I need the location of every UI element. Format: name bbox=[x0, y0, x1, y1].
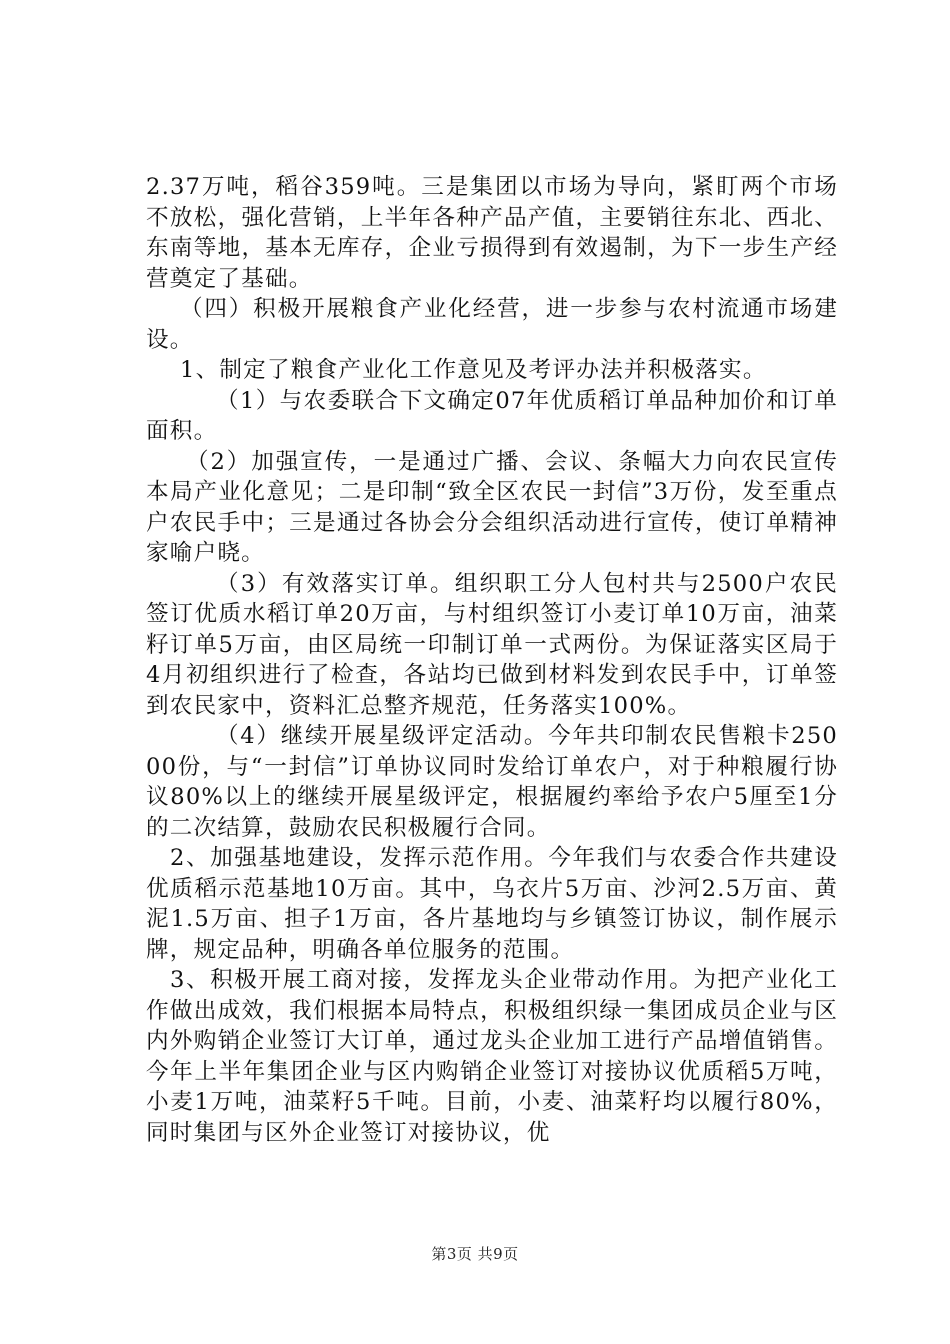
page-body bbox=[146, 172, 838, 1148]
paragraph-item-1: 1、制定了粮食产业化工作意见及考评办法并积极落实。 bbox=[180, 357, 767, 383]
paragraph-subitem-2: （2）加强宣传，一是通过广播、会议、条幅大力向农民宣传本局产业化意见；二是印制“致全区农民一封信”3万份，发至重点户农民手中；三是通过各协会分会组织活动进行宣传，使订单精神家喻户晓。 bbox=[146, 448, 838, 566]
paragraph-item-3: 3、积极开展工商对接，发挥龙头企业带动作用。为把产业化工作做出成效，我们根据本局特点，积极组织绿一集团成员企业与区内外购销企业签订大订单，通过龙头企业加工进行产品增值销售。今年上半年集团企业与区内购销企业签订对接协议优质稻5万吨，小麦1万吨，油菜籽5千吨。目前，小麦、油菜籽均以履行80%，同时集团与区外企业签订对接协议，优 bbox=[146, 967, 838, 1146]
paragraph-item-2: 2、加强基地建设，发挥示范作用。今年我们与农委合作共建设优质稻示范基地10万亩。其中，乌衣片5万亩、沙河2.5万亩、黄泥1.5万亩、担子1万亩，各片基地均与乡镇签订协议，制作展示牌，规定品种，明确各单位服务的范围。 bbox=[146, 845, 838, 963]
paragraph-section-four: （四）积极开展粮食产业化经营，进一步参与农村流通市场建设。 bbox=[146, 296, 838, 353]
page-number-footer: 第3页 共9页 bbox=[431, 1245, 519, 1263]
paragraph-subitem-4: （4）继续开展星级评定活动。今年共印制农民售粮卡25000份，与“一封信”订单协议同时发给订单农户，对于种粮履行协议80%以上的继续开展星级评定，根据履约率给予农户5厘至1分的二次结算，鼓励农民积极履行合同。 bbox=[146, 723, 838, 841]
paragraph-continuation: 2.37万吨，稻谷359吨。三是集团以市场为导向，紧盯两个市场不放松，强化营销，上半年各种产品产值，主要销往东北、西北、东南等地，基本无库存，企业亏损得到有效遏制，为下一步生产经营奠定了基础。 bbox=[146, 174, 838, 292]
paragraph-subitem-3: （3）有效落实订单。组织职工分人包村共与2500户农民签订优质水稻订单20万亩，与村组织签订小麦订单10万亩，油菜籽订单5万亩，由区局统一印制订单一式两份。为保证落实区局于4月初组织进行了检查，各站均已做到材料发到农民手中，订单签到农民家中，资料汇总整齐规范，任务落实100%。 bbox=[146, 570, 838, 719]
paragraph-subitem-1: （1）与农委联合下文确定07年优质稻订单品种加价和订单面积。 bbox=[146, 387, 838, 444]
